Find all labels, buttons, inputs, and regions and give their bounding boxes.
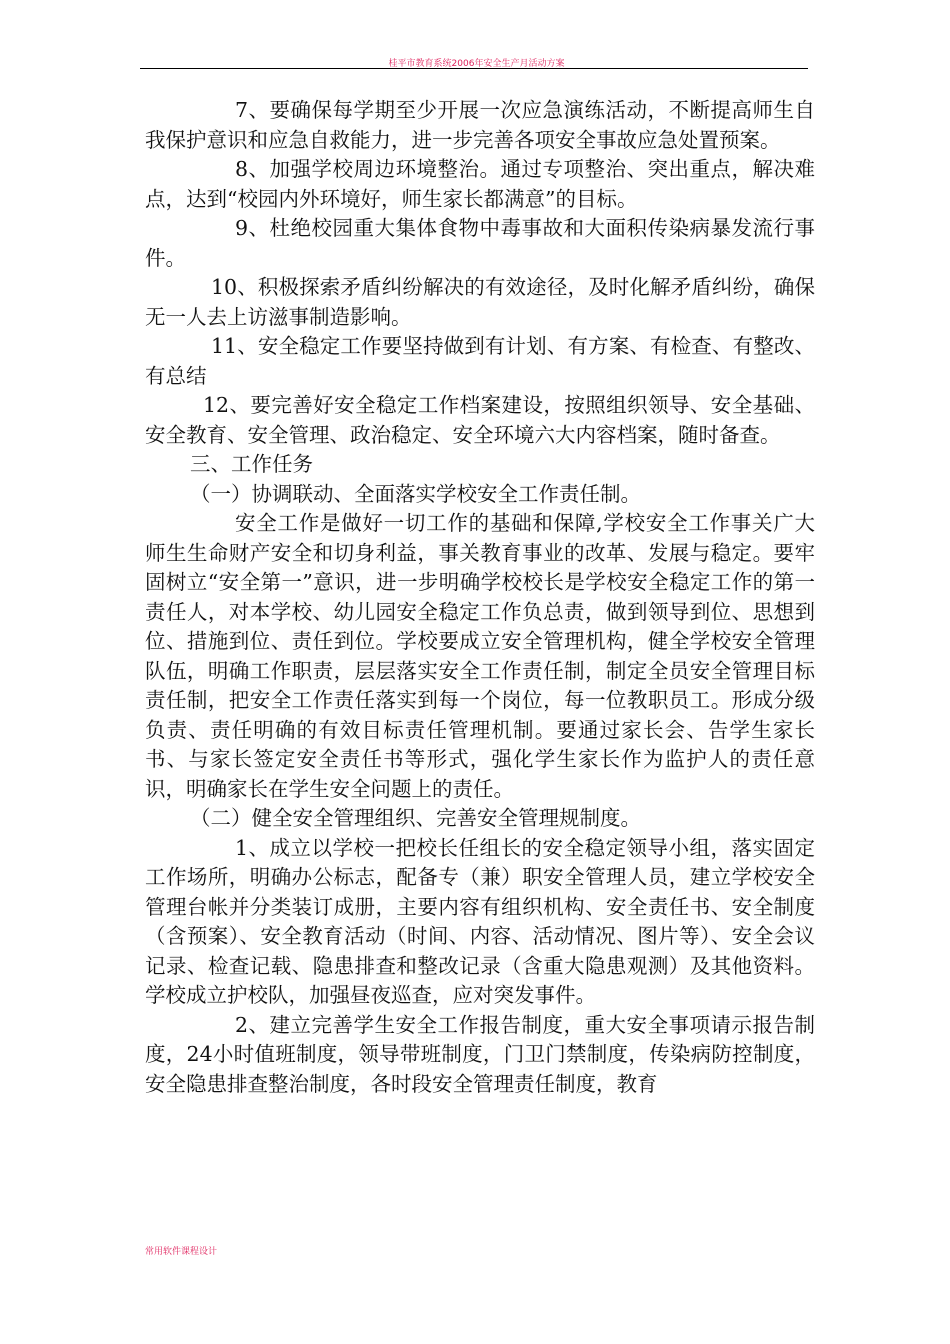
- subsection-heading-2: （二）健全安全管理组织、完善安全管理规制度。: [190, 806, 641, 830]
- paragraph-item-7: 7、要确保每学期至少开展一次应急演练活动，不断提高师生自我保护意识和应急自救能力，进一步完善各项安全事故应急处置预案。: [145, 98, 815, 152]
- paragraph-responsibility: 安全工作是做好一切工作的基础和保障,学校安全工作事关广大师生生命财产安全和切身利益，事关教育事业的改革、发展与稳定。要牢固树立“安全第一”意识，进一步明确学校校长是学校安全稳定工作的第一责任人，对本学校、幼儿园安全稳定工作负总责，做到领导到位、思想到位、措施到位、责任到位。学校要成立安全管理机构，健全学校安全管理队伍，明确工作职责，层层落实安全工作责任制，制定全员安全管理目标责任制，把安全工作责任落实到每一个岗位，每一位教职员工。形成分级负责、责任明确的有效目标责任管理机制。要通过家长会、告学生家长书、与家长签定安全责任书等形式，强化学生家长作为监护人的责任意识，明确家长在学生安全问题上的责任。: [145, 511, 815, 801]
- paragraph-item-10: 10、积极探索矛盾纠纷解决的有效途径，及时化解矛盾纠纷，确保无一人去上访滋事制造影响。: [145, 275, 815, 329]
- paragraph-item-8: 8、加强学校周边环境整治。通过专项整治、突出重点，解决难点，达到“校园内外环境好，师生家长都满意”的目标。: [145, 157, 815, 211]
- paragraph-item-1: 1、成立以学校一把校长任组长的安全稳定领导小组，落实固定工作场所，明确办公标志，配备专（兼）职安全管理人员，建立学校安全管理台帐并分类装订成册，主要内容有组织机构、安全责任书、安全制度（含预案）、安全教育活动（时间、内容、活动情况、图片等）、安全会议记录、检查记载、隐患排查和整改记录（含重大隐患观测）及其他资料。学校成立护校队，加强昼夜巡查，应对突发事件。: [145, 835, 815, 1007]
- document-body: [145, 96, 815, 1099]
- page-footer: 常用软件课程设计: [145, 1247, 218, 1257]
- paragraph-item-2: 2、建立完善学生安全工作报告制度，重大安全事项请示报告制度，24小时值班制度，领导带班制度，门卫门禁制度，传染病防控制度，安全隐患排查整治制度，各时段安全管理责任制度，教育: [145, 1012, 815, 1096]
- paragraph-item-9: 9、杜绝校园重大集体食物中毒事故和大面积传染病暴发流行事件。: [145, 216, 815, 270]
- paragraph-item-12: 12、要完善好安全稳定工作档案建设，按照组织领导、安全基础、安全教育、安全管理、政治稳定、安全环境六大内容档案，随时备查。: [145, 393, 815, 447]
- header-divider: [140, 68, 808, 69]
- section-heading-3: 三、工作任务: [190, 452, 313, 476]
- page-header: 桂平市教育系统2006年安全生产月活动方案: [388, 59, 565, 69]
- subsection-heading-1: （一）协调联动、全面落实学校安全工作责任制。: [190, 481, 641, 506]
- paragraph-item-11: 11、安全稳定工作要坚持做到有计划、有方案、有检查、有整改、有总结: [145, 334, 815, 388]
